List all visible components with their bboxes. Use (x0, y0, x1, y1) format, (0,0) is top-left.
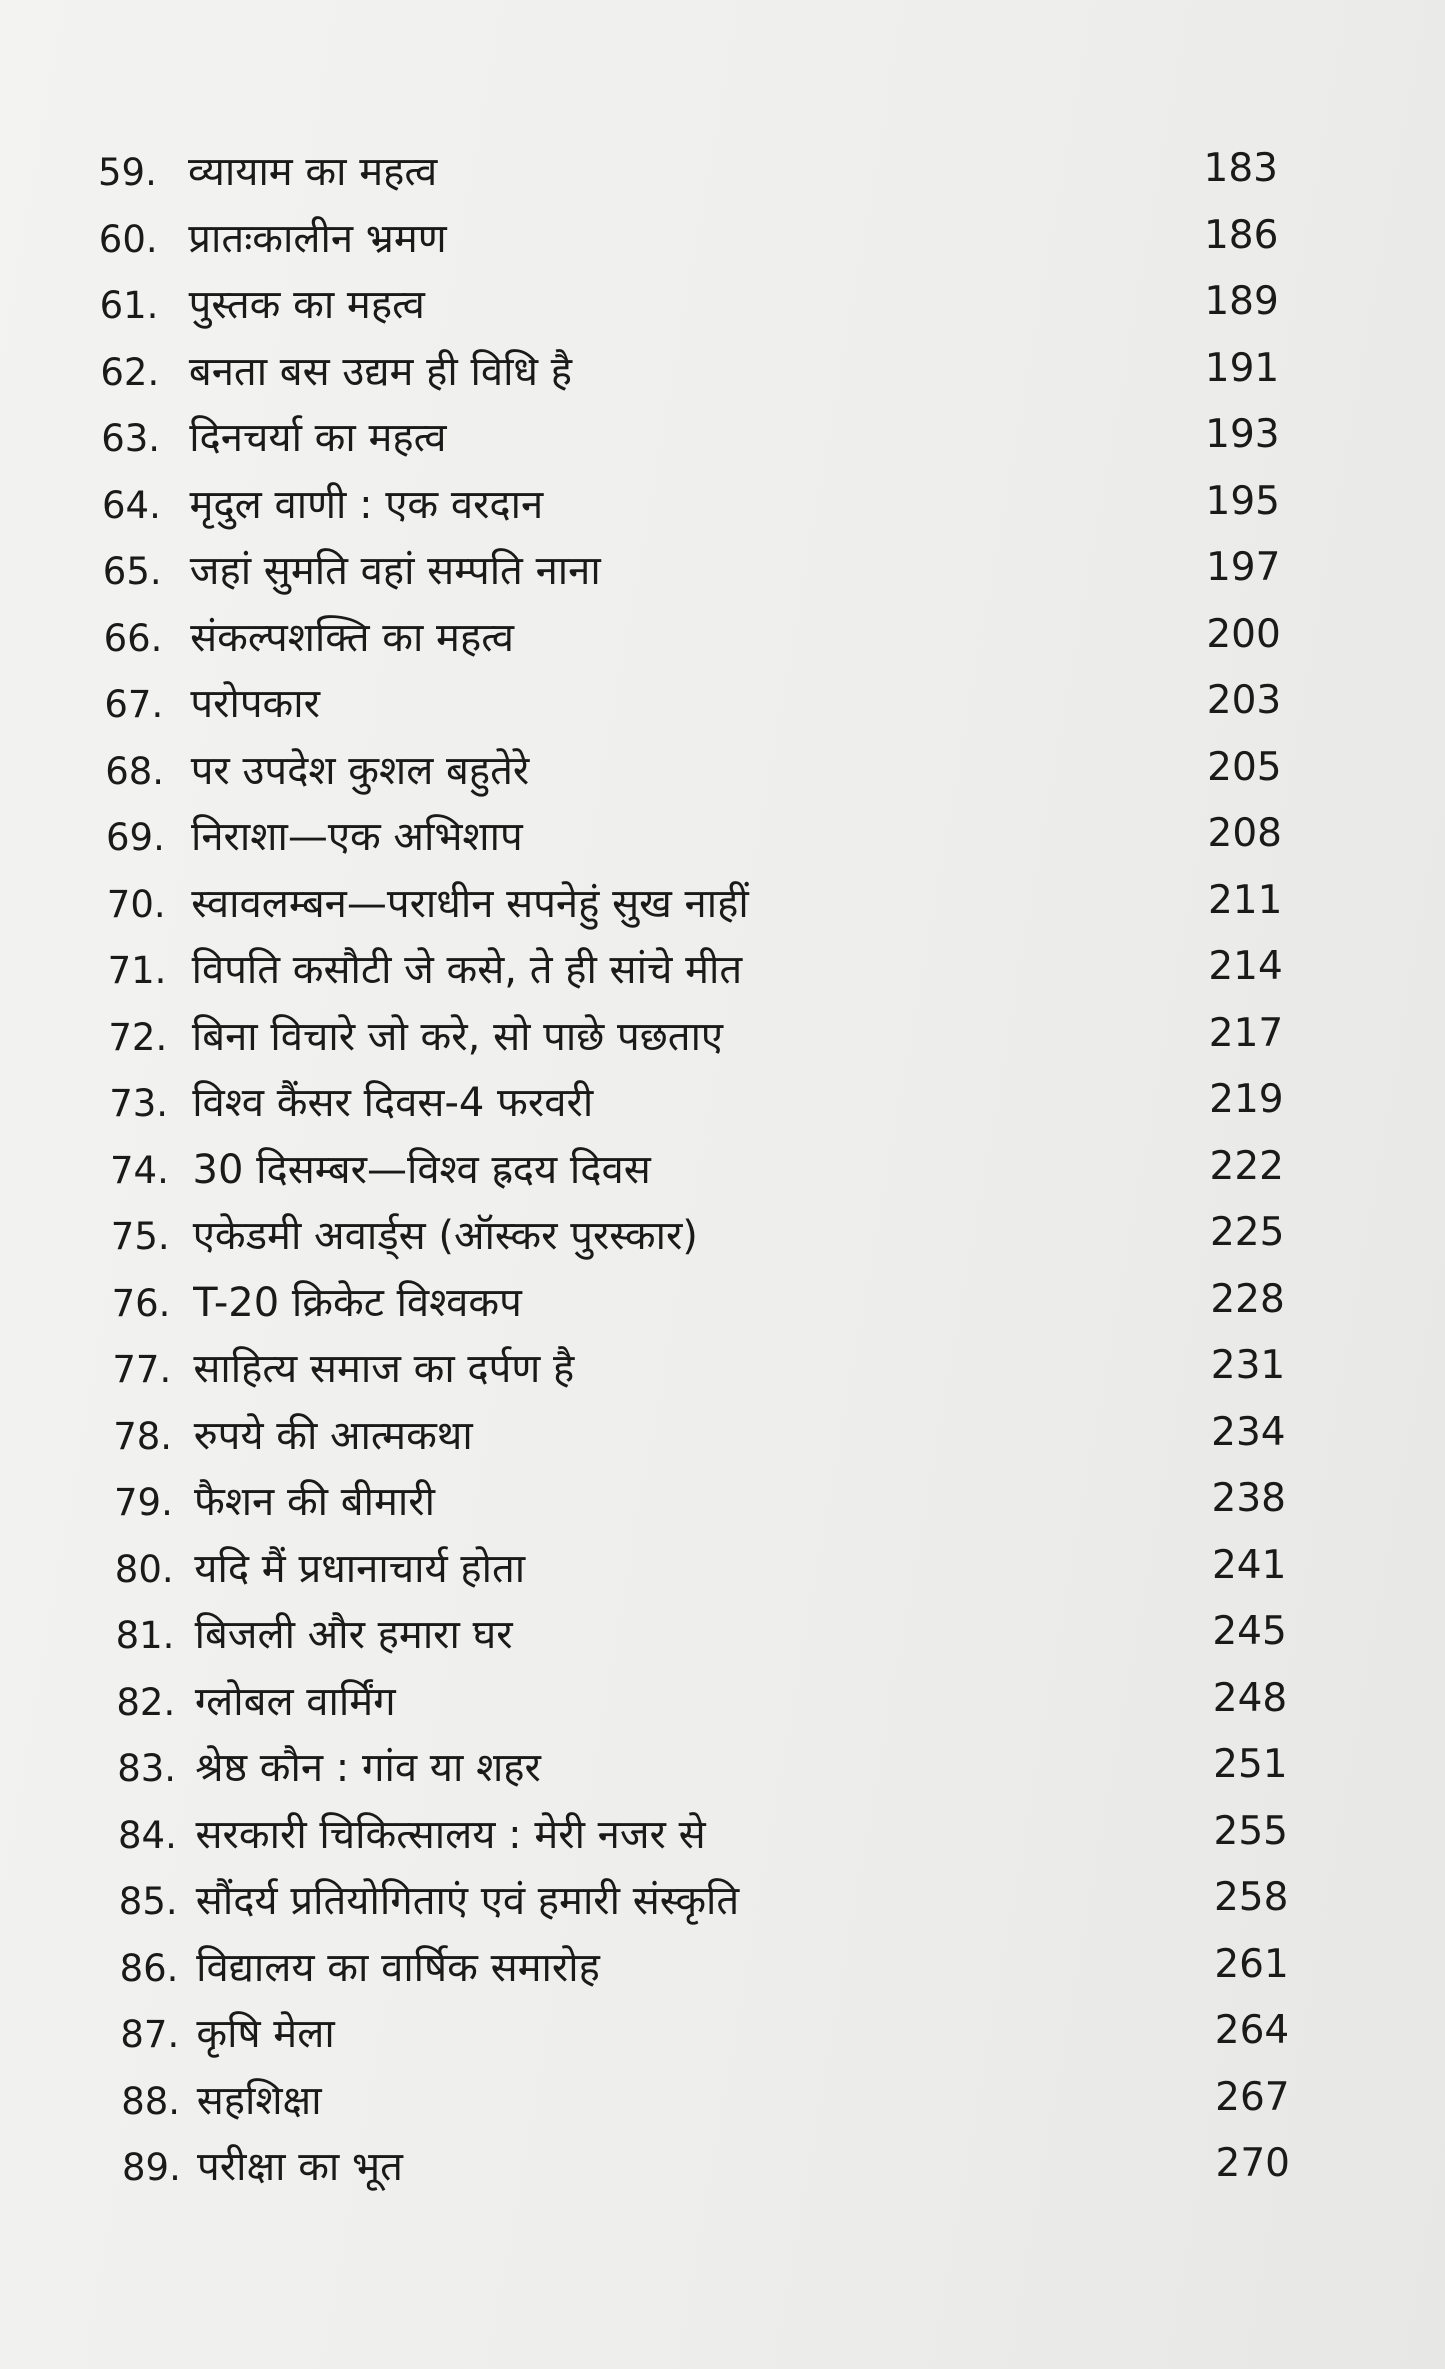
toc-entry-number: 62. (100, 350, 160, 394)
toc-entry-page-number: 200 (1206, 611, 1281, 657)
toc-entry-number: 74. (110, 1148, 169, 1192)
toc-entry-page-number: 208 (1207, 811, 1282, 856)
toc-entry-number: 83. (117, 1747, 177, 1790)
toc-entry (0, 1138, 1445, 1205)
toc-entry (0, 872, 1445, 939)
toc-entry-number: 72. (108, 1015, 168, 1059)
toc-entry-title: व्यायाम का महत्व (188, 149, 438, 195)
toc-entry-page-number: 222 (1209, 1143, 1284, 1189)
toc-entry-title: पर उपदेश कुशल बहुतेरे (190, 747, 530, 794)
toc-entry-page-number: 270 (1215, 2141, 1290, 2186)
toc-entry-title: सरकारी चिकित्सालय : मेरी नजर से (195, 1811, 706, 1858)
toc-entry-title: परीक्षा का भूत (197, 2144, 403, 2190)
toc-entry (0, 207, 1445, 274)
toc-entry (0, 1470, 1445, 1537)
toc-entry-number: 64. (102, 483, 161, 527)
toc-entry-title: फैशन की बीमारी (194, 1479, 435, 1525)
toc-entry-title: जहां सुमति वहां सम्पति नाना (189, 548, 601, 594)
toc-entry (0, 1936, 1445, 2003)
toc-entry-number: 69. (106, 816, 165, 859)
toc-entry-title: विश्व कैंसर दिवस-4 फरवरी (192, 1080, 594, 1126)
toc-entry-page-number: 193 (1205, 412, 1280, 457)
toc-entry-title: विद्यालय का वार्षिक समारोह (196, 1944, 600, 1991)
toc-entry (0, 606, 1445, 673)
toc-entry-title: मृदुल वाणी : एक वरदान (189, 481, 544, 528)
toc-entry-title: कृषि मेला (196, 2011, 335, 2057)
toc-entry (0, 2135, 1445, 2202)
toc-entry-page-number: 264 (1214, 2008, 1290, 2053)
toc-entry-page-number: 234 (1211, 1409, 1286, 1455)
toc-entry (0, 1005, 1445, 1072)
toc-entry-page-number: 195 (1205, 478, 1280, 524)
toc-entry-title: सौंदर्य प्रतियोगिताएं एवं हमारी संस्कृति (195, 1878, 740, 1924)
toc-entry (0, 473, 1445, 540)
toc-entry-page-number: 251 (1213, 1742, 1288, 1787)
toc-entry (0, 406, 1445, 473)
toc-entry-title: श्रेष्ठ कौन : गांव या शहर (195, 1745, 541, 1791)
toc-entry (0, 672, 1445, 739)
toc-entry-title: बिजली और हमारा घर (194, 1612, 513, 1658)
toc-entry-page-number: 267 (1215, 2074, 1290, 2120)
toc-entry-page-number: 258 (1213, 1875, 1289, 1920)
toc-entry-title: प्रातःकालीन भ्रमण (188, 215, 447, 262)
toc-entry-title: साहित्य समाज का दर्पण है (193, 1346, 575, 1392)
toc-entry-title: निराशा—एक अभिशाप (191, 814, 523, 860)
toc-entry (0, 2002, 1445, 2069)
toc-entry (0, 273, 1445, 340)
toc-entry-title: 30 दिसम्बर—विश्व ह्रदय दिवस (192, 1146, 651, 1193)
toc-entry-title: T-20 क्रिकेट विश्वकप (193, 1279, 522, 1326)
toc-entry-title: स्वावलम्बन—पराधीन सपनेहुं सुख नाहीं (191, 880, 749, 927)
toc-entry (0, 539, 1445, 606)
toc-entry-page-number: 261 (1214, 1941, 1289, 1987)
toc-entry-page-number: 203 (1206, 678, 1282, 723)
toc-entry (0, 2069, 1445, 2136)
toc-entry-title: सहशिक्षा (196, 2077, 322, 2124)
toc-entry-page-number: 225 (1209, 1210, 1285, 1255)
toc-entry (0, 1803, 1445, 1870)
toc-entry-number: 68. (105, 749, 165, 793)
toc-entry-number: 71. (107, 949, 167, 992)
toc-entry-page-number: 255 (1213, 1808, 1288, 1854)
toc-entry-title: बनता बस उद्यम ही विधि है (188, 348, 572, 395)
toc-entry (0, 140, 1445, 207)
toc-entry (0, 340, 1445, 407)
toc-entry-page-number: 211 (1207, 877, 1283, 923)
toc-entry-number: 85. (118, 1880, 178, 1923)
toc-entry (0, 1404, 1445, 1471)
toc-entry-page-number: 219 (1209, 1077, 1284, 1122)
toc-entry-title: एकेडमी अवार्ड्स (ऑस्कर पुरस्कार) (192, 1213, 698, 1259)
toc-entry-number: 66. (103, 616, 163, 660)
toc-entry-number: 59. (98, 151, 157, 194)
toc-entry-page-number: 238 (1211, 1476, 1286, 1521)
toc-entry-page-number: 214 (1208, 944, 1283, 989)
toc-entry-page-number: 228 (1210, 1276, 1285, 1322)
toc-entry-number: 76. (111, 1281, 171, 1325)
toc-entry-number: 78. (113, 1414, 173, 1458)
toc-entry-number: 79. (114, 1481, 173, 1524)
toc-entry-number: 73. (109, 1082, 169, 1125)
toc-entry-number: 60. (98, 217, 158, 261)
toc-entry-number: 77. (112, 1348, 172, 1391)
toc-entry-number: 67. (104, 683, 164, 726)
toc-entry (0, 1071, 1445, 1138)
toc-entry-title: पुस्तक का महत्व (188, 282, 425, 328)
toc-entry (0, 1869, 1445, 1936)
toc-entry (0, 1603, 1445, 1670)
toc-entry-number: 61. (99, 284, 159, 327)
toc-entry (0, 805, 1445, 872)
toc-entry-title: परोपकार (190, 681, 320, 727)
toc-entry-page-number: 197 (1205, 545, 1281, 590)
toc-entry-number: 84. (118, 1813, 177, 1857)
toc-entry-page-number: 248 (1212, 1675, 1288, 1721)
toc-entry-page-number: 241 (1211, 1542, 1287, 1588)
toc-entry-title: दिनचर्या का महत्व (189, 415, 447, 461)
toc-entry (0, 938, 1445, 1005)
toc-entry-title: बिना विचारे जो करे, सो पाछे पछताए (191, 1013, 724, 1060)
toc-entry-number: 65. (102, 550, 162, 593)
toc-entry (0, 1736, 1445, 1803)
toc-entry-title: रुपये की आत्मकथा (193, 1412, 473, 1459)
toc-entry (0, 1271, 1445, 1338)
toc-entry-number: 75. (110, 1215, 170, 1258)
toc-entry-number: 87. (120, 2013, 180, 2056)
toc-entry-page-number: 231 (1210, 1343, 1286, 1388)
toc-entry-number: 82. (116, 1680, 176, 1724)
toc-entry (0, 1537, 1445, 1604)
toc-entry-page-number: 186 (1203, 212, 1279, 258)
toc-entry-number: 86. (119, 1946, 179, 1990)
toc-entry-number: 70. (106, 882, 166, 926)
toc-entry-page-number: 191 (1204, 345, 1280, 391)
toc-entry (0, 1337, 1445, 1404)
toc-entry-number: 80. (114, 1547, 174, 1591)
toc-entry-page-number: 189 (1204, 279, 1279, 324)
toc-entry-title: संकल्पशक्ति का महत्व (190, 614, 515, 661)
toc-entry-number: 63. (101, 417, 161, 460)
toc-entry-number: 89. (122, 2146, 181, 2189)
toc-entry-number: 81. (115, 1614, 175, 1657)
toc-entry (0, 1204, 1445, 1271)
toc-entry-page-number: 217 (1208, 1010, 1284, 1056)
toc-entry-page-number: 245 (1212, 1609, 1287, 1654)
toc-entry-title: ग्लोबल वार्मिंग (194, 1678, 396, 1725)
toc-entry (0, 1670, 1445, 1737)
toc-entry-page-number: 183 (1203, 146, 1278, 191)
toc-entry-page-number: 205 (1207, 744, 1282, 790)
toc-entry-title: विपति कसौटी जे कसे, ते ही सांचे मीत (191, 947, 743, 993)
toc-entry-title: यदि मैं प्रधानाचार्य होता (194, 1545, 526, 1592)
toc-entry (0, 739, 1445, 806)
toc-entry-number: 88. (121, 2079, 181, 2123)
table-of-contents (0, 140, 1445, 2202)
